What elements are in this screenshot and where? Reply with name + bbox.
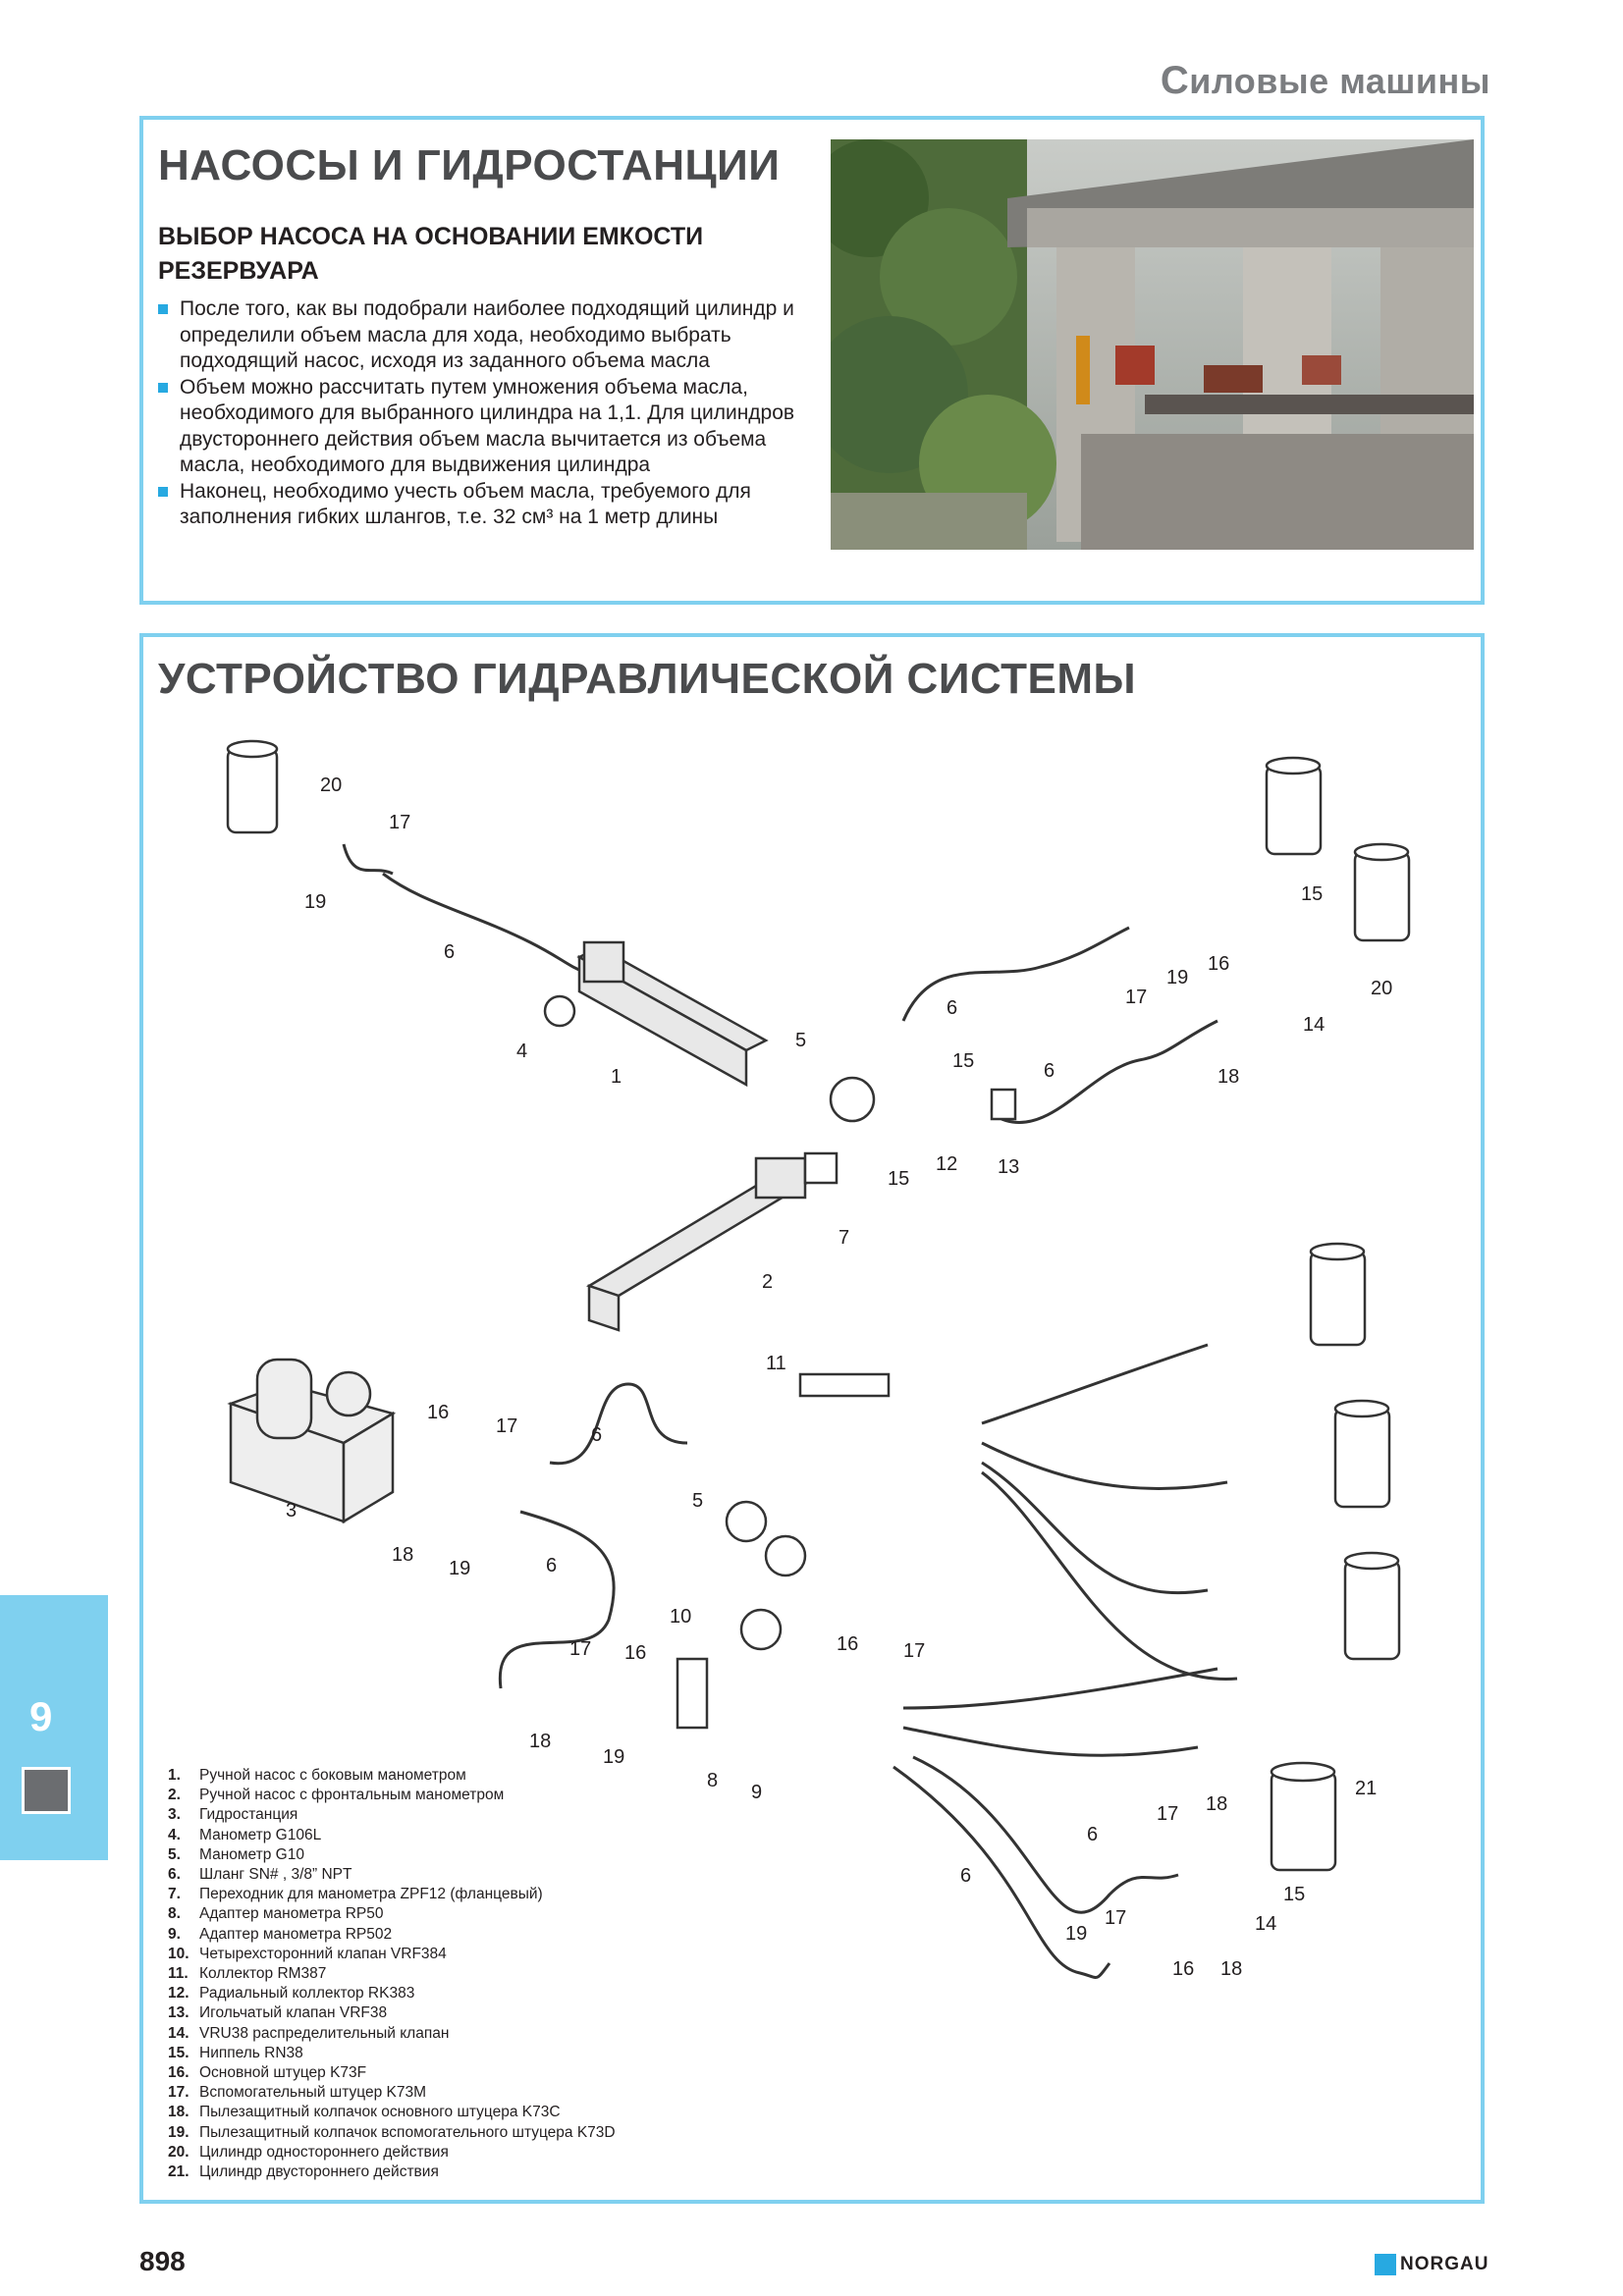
callout-label: 1 bbox=[611, 1066, 622, 1088]
callout-label: 6 bbox=[1087, 1824, 1099, 1845]
callout-label: 15 bbox=[952, 1050, 975, 1072]
callout-label: 19 bbox=[449, 1558, 471, 1579]
bullet-item: Объем можно рассчитать путем умножения объема масла, необходимого для выбранного цилиндра на 1,1. Для цилиндров двустороннего действия объем масла вычитается из объема масла, необходимого для выдвижения цилиндра bbox=[158, 375, 801, 479]
callout-label: 16 bbox=[427, 1402, 450, 1423]
legend-item: 11. Коллектор RM387 bbox=[168, 1965, 327, 1983]
callout-label: 14 bbox=[1303, 1014, 1325, 1036]
callout-label: 6 bbox=[947, 997, 958, 1019]
callout-label: 13 bbox=[998, 1156, 1020, 1178]
legend-item: 13. Игольчатый клапан VRF38 bbox=[168, 2004, 388, 2022]
logo-square-icon bbox=[1375, 2254, 1396, 2275]
legend-item: 21. Цилиндр двустороннего действия bbox=[168, 2163, 439, 2181]
callout-label: 18 bbox=[392, 1544, 414, 1566]
callout-label: 14 bbox=[1255, 1913, 1277, 1935]
legend-item: 19. Пылезащитный колпачок вспомогательного штуцера K73D bbox=[168, 2123, 616, 2141]
system-title: УСТРОЙСТВО ГИДРАВЛИЧЕСКОЙ СИСТЕМЫ bbox=[158, 655, 1137, 703]
callout-label: 17 bbox=[1157, 1803, 1179, 1825]
brand-name: NORGAU bbox=[1400, 2254, 1489, 2274]
callout-label: 17 bbox=[1105, 1907, 1127, 1929]
callout-label: 21 bbox=[1355, 1778, 1378, 1799]
legend-item: 5. Манометр G10 bbox=[168, 1845, 304, 1863]
brand-logo bbox=[1375, 2254, 1488, 2275]
callout-label: 7 bbox=[839, 1227, 850, 1249]
legend-item: 1. Ручной насос с боковым манометром bbox=[168, 1767, 466, 1784]
chapter-number: 9 bbox=[29, 1693, 53, 1739]
callout-label: 3 bbox=[286, 1500, 298, 1522]
callout-label: 15 bbox=[888, 1168, 910, 1190]
callout-label: 6 bbox=[546, 1555, 558, 1576]
callout-label: 16 bbox=[1208, 953, 1230, 975]
callout-label: 6 bbox=[444, 941, 456, 963]
legend-item: 8. Адаптер манометра RP50 bbox=[168, 1905, 384, 1923]
callout-label: 5 bbox=[795, 1030, 807, 1051]
pumps-title: НАСОСЫ И ГИДРОСТАНЦИИ bbox=[158, 141, 781, 189]
callout-label: 15 bbox=[1301, 883, 1324, 905]
bullet-item: Наконец, необходимо учесть объем масла, требуемого для заполнения гибких шлангов, т.е. 32 см³ на 1 метр длины bbox=[158, 479, 801, 531]
callout-label: 16 bbox=[1172, 1958, 1195, 1980]
legend-item: 14. VRU38 распределительный клапан bbox=[168, 2024, 450, 2042]
callout-label: 12 bbox=[936, 1153, 958, 1175]
callout-label: 18 bbox=[1220, 1958, 1243, 1980]
callout-label: 17 bbox=[496, 1415, 518, 1437]
legend-item: 17. Вспомогательный штуцер K73M bbox=[168, 2084, 426, 2102]
chapter-tab[interactable] bbox=[0, 1595, 108, 1860]
legend-item: 12. Радиальный коллектор RK383 bbox=[168, 1985, 415, 2002]
legend-item: 9. Адаптер манометра RP502 bbox=[168, 1925, 393, 1943]
legend-item: 6. Шланг SN# , 3/8” NPT bbox=[168, 1866, 352, 1884]
legend-item: 18. Пылезащитный колпачок основного штуцера K73C bbox=[168, 2104, 561, 2121]
callout-label: 10 bbox=[670, 1606, 692, 1628]
pumps-subtitle: ВЫБОР НАСОСА НА ОСНОВАНИИ ЕМКОСТИ РЕЗЕРВУАРА bbox=[158, 223, 704, 285]
legend-item: 7. Переходник для манометра ZPF12 (фланцевый) bbox=[168, 1886, 543, 1903]
callout-label: 19 bbox=[1166, 967, 1189, 988]
callout-label: 20 bbox=[320, 774, 343, 796]
callout-label: 6 bbox=[1044, 1060, 1055, 1082]
callout-label: 17 bbox=[389, 812, 411, 833]
legend-item: 3. Гидростанция bbox=[168, 1806, 298, 1824]
page-number: 898 bbox=[139, 2246, 186, 2276]
callout-label: 20 bbox=[1371, 978, 1393, 999]
hand-pump-2 bbox=[589, 1158, 815, 1330]
callout-label: 18 bbox=[1206, 1793, 1228, 1815]
callout-label: 4 bbox=[516, 1041, 528, 1062]
legend-item: 15. Ниппель RN38 bbox=[168, 2044, 303, 2061]
legend-item: 10. Четырехсторонний клапан VRF384 bbox=[168, 1945, 447, 1962]
section-title: Силовые машины bbox=[1160, 59, 1490, 102]
callout-label: 19 bbox=[1065, 1923, 1088, 1945]
bullet-item: После того, как вы подобрали наиболее подходящий цилиндр и определили объем масла для хода, необходимо выбрать подходящий насос, исходя из заданного объема масла bbox=[158, 296, 801, 375]
callout-label: 11 bbox=[766, 1353, 786, 1374]
legend-item: 4. Манометр G106L bbox=[168, 1826, 322, 1843]
callout-label: 18 bbox=[529, 1731, 552, 1752]
callout-label: 19 bbox=[603, 1746, 625, 1768]
legend-item: 20. Цилиндр одностороннего действия bbox=[168, 2143, 449, 2161]
callout-label: 9 bbox=[751, 1782, 763, 1803]
power-tools-icon bbox=[22, 1767, 71, 1814]
hand-pump-1 bbox=[579, 942, 766, 1085]
callout-label: 19 bbox=[304, 891, 327, 913]
callout-label: 6 bbox=[591, 1424, 603, 1446]
callout-label: 16 bbox=[624, 1642, 647, 1664]
callout-label: 2 bbox=[762, 1271, 774, 1293]
callout-label: 17 bbox=[903, 1640, 926, 1662]
callout-label: 8 bbox=[707, 1770, 719, 1791]
callout-label: 17 bbox=[1125, 987, 1148, 1008]
callout-label: 6 bbox=[960, 1865, 972, 1887]
legend-item: 2. Ручной насос с фронтальным манометром bbox=[168, 1787, 505, 1804]
callout-label: 5 bbox=[692, 1490, 704, 1512]
callout-label: 18 bbox=[1217, 1066, 1240, 1088]
callout-label: 16 bbox=[837, 1633, 859, 1655]
power-unit bbox=[231, 1360, 393, 1522]
legend-item: 16. Основной штуцер K73F bbox=[168, 2064, 367, 2082]
callout-label: 15 bbox=[1283, 1884, 1306, 1905]
callout-label: 17 bbox=[569, 1638, 592, 1660]
